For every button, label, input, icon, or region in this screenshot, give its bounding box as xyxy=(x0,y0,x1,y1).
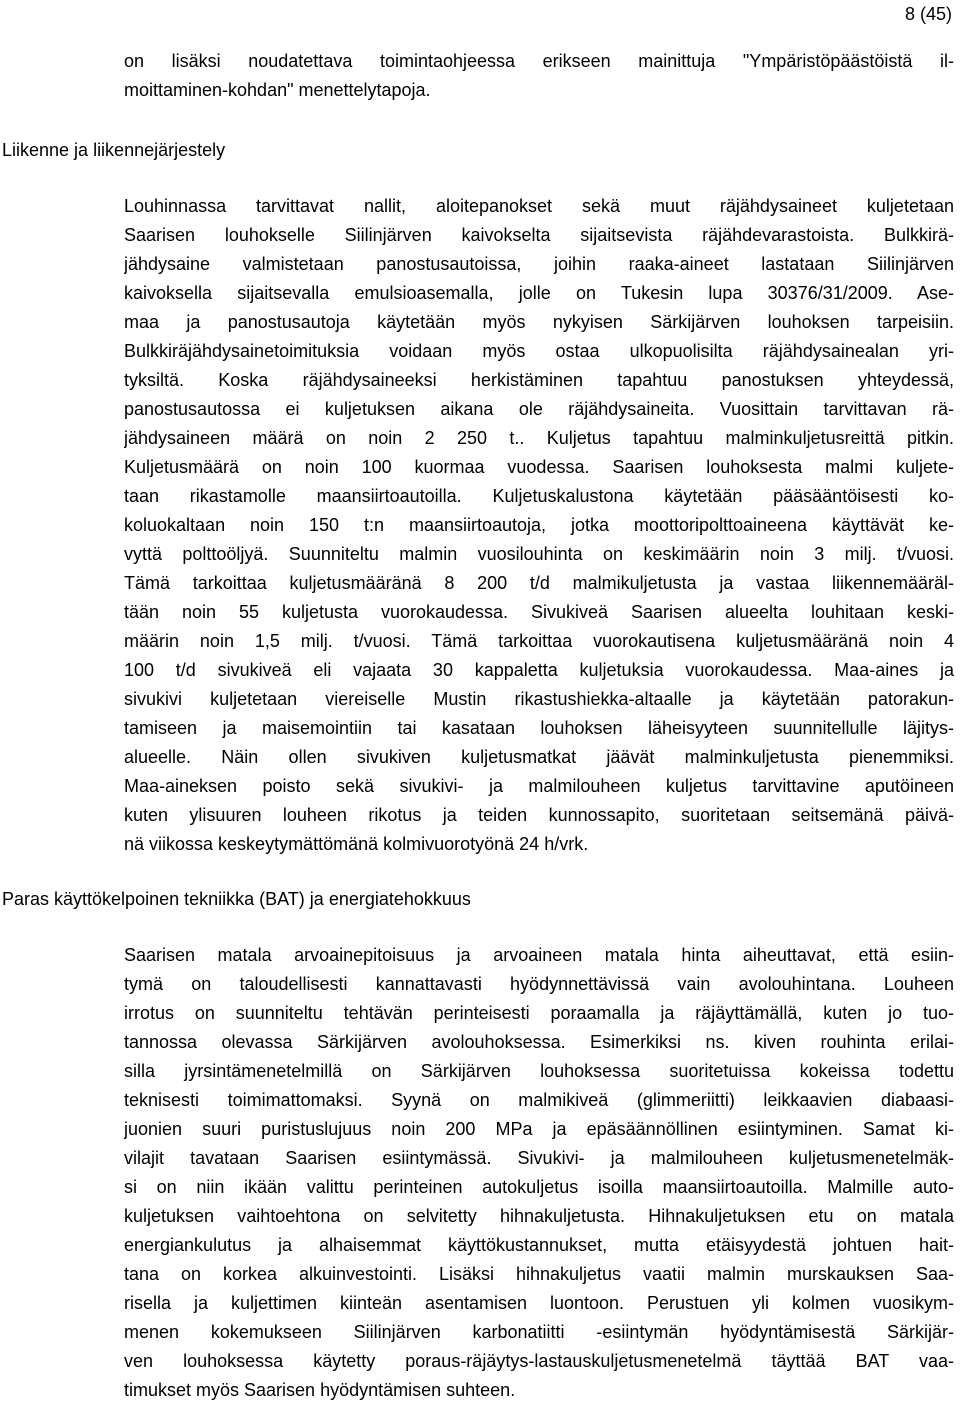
text-line: kuten ylisuuren louheen rikotus ja teiden kunnossapito, suoritetaan seitsemänä päivä- xyxy=(124,805,954,825)
text-line: 100 t/d sivukiveä eli vajaata 30 kappaletta kuljetuksia vuorokaudessa. Maa-aines ja xyxy=(124,660,954,680)
text-line: määrin noin 1,5 milj. t/vuosi. Tämä tarkoittaa vuorokautisena kuljetusmääränä noin 4 xyxy=(124,631,954,651)
text-line: koluokaltaan noin 150 t:n maansiirtoautoja, jotka moottoripolttoaineena käyttävät ke- xyxy=(124,515,954,535)
text-line: vilajit tavataan Saarisen esiintymässä. Sivukivi- ja malmilouheen kuljetusmenetelmäk- xyxy=(124,1148,954,1168)
text-line: tymä on taloudellisesti kannattavasti hyödynnettävissä vain avolouhintana. Louheen xyxy=(124,974,954,994)
text-line: tään noin 55 kuljetusta vuorokaudessa. Sivukiveä Saarisen alueelta louhitaan keski- xyxy=(124,602,954,622)
text-line: juonien suuri puristuslujuus noin 200 MPa ja epäsäännöllinen esiintyminen. Samat ki- xyxy=(124,1119,954,1139)
text-line: Tämä tarkoittaa kuljetusmääränä 8 200 t/d malmikuljetusta ja vastaa liikennemääräl- xyxy=(124,573,954,593)
text-line: kuljetuksen vaihtoehtona on selvitetty hihnakuljetusta. Hihnakuljetuksen etu on matala xyxy=(124,1206,954,1226)
text-line: Bulkkiräjähdysainetoimituksia voidaan myös ostaa ulkopuolisilta räjähdysainealan yri- xyxy=(124,341,954,361)
text-line: Saarisen matala arvoainepitoisuus ja arvoaineen matala hinta aiheuttavat, että esiin- xyxy=(124,945,954,965)
text-line: vyttä polttoöljyä. Suunniteltu malmin vuosilouhinta on keskimäärin noin 3 milj. t/vuosi. xyxy=(124,544,954,564)
text-line: taan rikastamolle maansiirtoautoilla. Kuljetuskalustona käytetään pääsääntöisesti ko- xyxy=(124,486,954,506)
text-line: kaivoksella sijaitsevalla emulsioasemalla, jolle on Tukesin lupa 30376/31/2009. Ase- xyxy=(124,283,954,303)
text-line: Kuljetusmäärä on noin 100 kuormaa vuodessa. Saarisen louhoksesta malmi kuljete- xyxy=(124,457,954,477)
text-line: tana on korkea alkuinvestointi. Lisäksi hihnakuljetus vaatii malmin murskauksen Saa- xyxy=(124,1264,954,1284)
text-line: maa ja panostusautoja käytetään myös nykyisen Särkijärven louhoksen tarpeisiin. xyxy=(124,312,954,332)
section-heading-bat: Paras käyttökelpoinen tekniikka (BAT) ja energiatehokkuus xyxy=(2,889,471,909)
text-line: tamiseen ja maisemointiin tai kasataan louhoksen läheisyyteen suunnitellulle läjitys- xyxy=(124,718,954,738)
text-line: Maa-aineksen poisto sekä sivukivi- ja malmilouheen kuljetus tarvittavine aputöineen xyxy=(124,776,954,796)
text-line: jähdysaineen määrä on noin 2 250 t.. Kuljetus tapahtuu malminkuljetusreittä pitkin. xyxy=(124,428,954,448)
text-line: Louhinnassa tarvittavat nallit, aloitepanokset sekä muut räjähdysaineet kuljetetaan xyxy=(124,196,954,216)
intro-paragraph xyxy=(124,47,954,105)
text-line: risella ja kuljettimen kiinteän asentamisen luontoon. Perustuen yli kolmen vuosikym- xyxy=(124,1293,954,1313)
bat-paragraph xyxy=(124,941,954,1405)
text-line: energiankulutus ja alhaisemmat käyttökustannukset, mutta etäisyydestä johtuen hait- xyxy=(124,1235,954,1255)
text-line: sivukivi kuljetetaan viereiselle Mustin rikastushiekka-altaalle ja käytetään patorakun- xyxy=(124,689,954,709)
text-line: panostusautossa ei kuljetuksen aikana ole räjähdysaineita. Vuosittain tarvittavan rä- xyxy=(124,399,954,419)
text-line: Saarisen louhokselle Siilinjärven kaivokselta sijaitsevista räjähdevarastoista. Bulkkirä- xyxy=(124,225,954,245)
text-line: menen kokemukseen Siilinjärven karbonatiitti -esiintymän hyödyntämisestä Särkijär- xyxy=(124,1322,954,1342)
text-line: si on niin ikään valittu perinteinen autokuljetus isoilla maansiirtoautoilla. Malmille auto- xyxy=(124,1177,954,1197)
traffic-paragraph xyxy=(124,192,954,859)
text-line: timukset myös Saarisen hyödyntämisen suhteen. xyxy=(124,1380,516,1400)
text-line: alueelle. Näin ollen sivukiven kuljetusmatkat jäävät malminkuljetusta pienemmiksi. xyxy=(124,747,954,767)
page-number: 8 (45) xyxy=(904,4,952,24)
text-line: silla jyrsintämenetelmillä on Särkijärven louhoksessa suoritetuissa kokeissa todettu xyxy=(124,1061,954,1081)
text-line: ven louhoksessa käytetty poraus-räjäytys-lastauskuljetusmenetelmä täyttää BAT vaa- xyxy=(124,1351,954,1371)
text-line: teknisesti toimimattomaksi. Syynä on malmikiveä (glimmeriitti) leikkaavien diabaasi- xyxy=(124,1090,954,1110)
text-line: jähdysaine valmistetaan panostusautoissa, joihin raaka-aineet lastataan Siilinjärven xyxy=(124,254,954,274)
text-line: nä viikossa keskeytymättömänä kolmivuorotyönä 24 h/vrk. xyxy=(124,834,589,854)
text-line: tannossa olevassa Särkijärven avolouhoksessa. Esimerkiksi ns. kiven rouhinta erilai- xyxy=(124,1032,954,1052)
text-line: tyksiltä. Koska räjähdysaineeksi herkistäminen tapahtuu panostuksen yhteydessä, xyxy=(124,370,954,390)
section-heading-traffic: Liikenne ja liikennejärjestely xyxy=(2,140,226,160)
text-line: irrotus on suunniteltu tehtävän perinteisesti poraamalla ja räjäyttämällä, kuten jo tuo- xyxy=(124,1003,954,1023)
text-line: on lisäksi noudatettava toimintaohjeessa erikseen mainittuja "Ympäristöpäästöistä il- xyxy=(124,51,954,71)
text-line: moittaminen-kohdan" menettelytapoja. xyxy=(124,80,431,100)
